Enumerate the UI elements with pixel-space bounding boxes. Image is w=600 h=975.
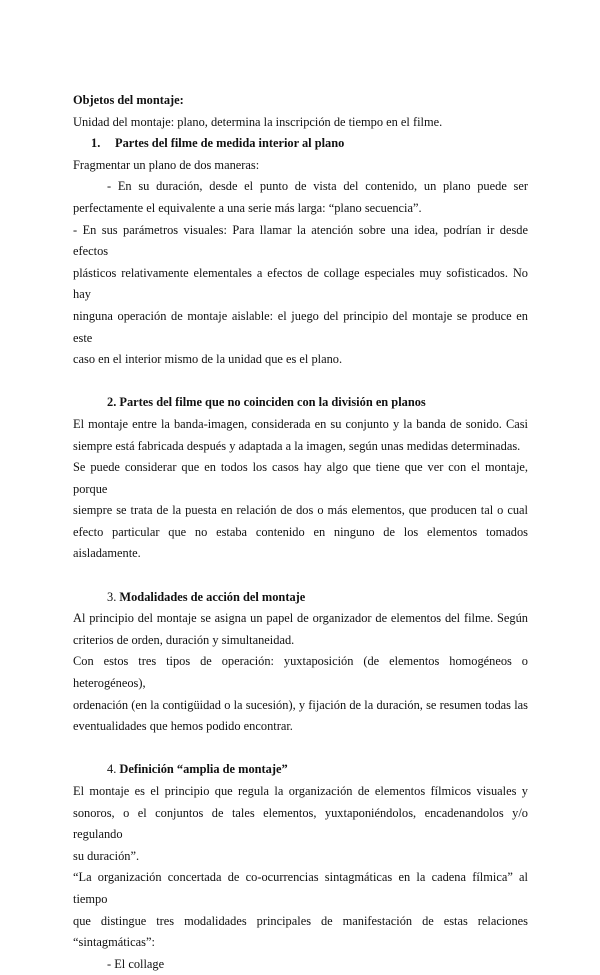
section-3-title: Modalidades de acción del montaje	[119, 589, 306, 604]
section-1-title: Partes del filme de medida interior al plano	[115, 136, 345, 151]
section-1-paragraph: Fragmentar un plano de dos maneras:	[73, 157, 260, 172]
list-item: - El collage	[107, 956, 165, 971]
section-4-line: El montaje es el principio que regula la organización de elementos fílmicos visuales y	[73, 784, 528, 798]
section-3-line: Al principio del montaje se asigna un papel de organizador de elementos del filme. Según	[73, 611, 528, 626]
section-1-line: - En su duración, desde el punto de vista del contenido, un plano puede ser	[107, 179, 528, 194]
document-title: Objetos del montaje:	[73, 93, 184, 107]
section-4-line: “sintagmáticas”:	[73, 935, 155, 950]
section-4-title: Definición “amplia de montaje”	[119, 762, 288, 777]
section-4-heading	[73, 759, 528, 781]
section-1-line: caso en el interior mismo de la unidad que es el plano.	[73, 352, 343, 367]
section-3-line: ordenación (en la contigüidad o la sucesión), y fijación de la duración, se resumen todas las	[73, 697, 528, 712]
spacer	[73, 738, 528, 760]
section-3-line: criterios de orden, duración y simultaneidad.	[73, 632, 295, 647]
intro-paragraph: Unidad del montaje: plano, determina la inscripción de tiempo en el filme.	[73, 114, 443, 129]
section-1-line: plásticos relativamente elementales a efectos de collage especiales muy sofisticados. No hay	[73, 265, 528, 302]
section-2-line: siempre se trata de la puesta en relación de dos o más elementos, que producen tal o cual	[73, 503, 528, 518]
spacer	[73, 565, 528, 587]
section-2-line: El montaje entre la banda-imagen, considerada en su conjunto y la banda de sonido. Casi	[73, 416, 528, 431]
document-body	[73, 90, 528, 975]
section-4-number: 4.	[107, 762, 117, 777]
section-4-line: sonoros, o el conjuntos de tales elementos, yuxtaponiéndolos, encadenandolos y/o regulando	[73, 805, 528, 842]
section-1-number: 1.	[91, 136, 101, 151]
section-2-line: efecto particular que no estaba contenido en ninguno de los elementos tomados aisladamente.	[73, 524, 528, 561]
section-3-number: 3.	[107, 589, 117, 604]
section-3-line: eventualidades que hemos podido encontrar.	[73, 719, 293, 734]
section-1-line: - En sus parámetros visuales: Para llamar la atención sobre una idea, podrían ir desde efectos	[73, 222, 528, 259]
section-1-heading	[73, 133, 528, 155]
section-2-heading: 2. Partes del filme que no coinciden con la división en planos	[107, 395, 426, 410]
section-4-line: su duración”.	[73, 848, 140, 863]
section-4-line: “La organización concertada de co-ocurrencias sintagmáticas en la cadena fílmica” al tiempo	[73, 870, 528, 906]
section-2-line: Se puede considerar que en todos los casos hay algo que tiene que ver con el montaje, porque	[73, 460, 528, 496]
section-2-line: siempre está fabricada después y adaptada a la imagen, según unas medidas determinadas.	[73, 438, 521, 453]
section-1-line: ninguna operación de montaje aislable: el juego del principio del montaje se produce en este	[73, 308, 528, 345]
spacer	[73, 371, 528, 393]
section-3-heading	[73, 587, 528, 609]
section-3-line: Con estos tres tipos de operación: yuxtaposición (de elementos homogéneos o heterogéneos),	[73, 654, 528, 691]
section-1-line: perfectamente el equivalente a una serie más larga: “plano secuencia”.	[73, 200, 422, 215]
section-4-line: que distingue tres modalidades principales de manifestación de estas relaciones	[73, 913, 528, 928]
